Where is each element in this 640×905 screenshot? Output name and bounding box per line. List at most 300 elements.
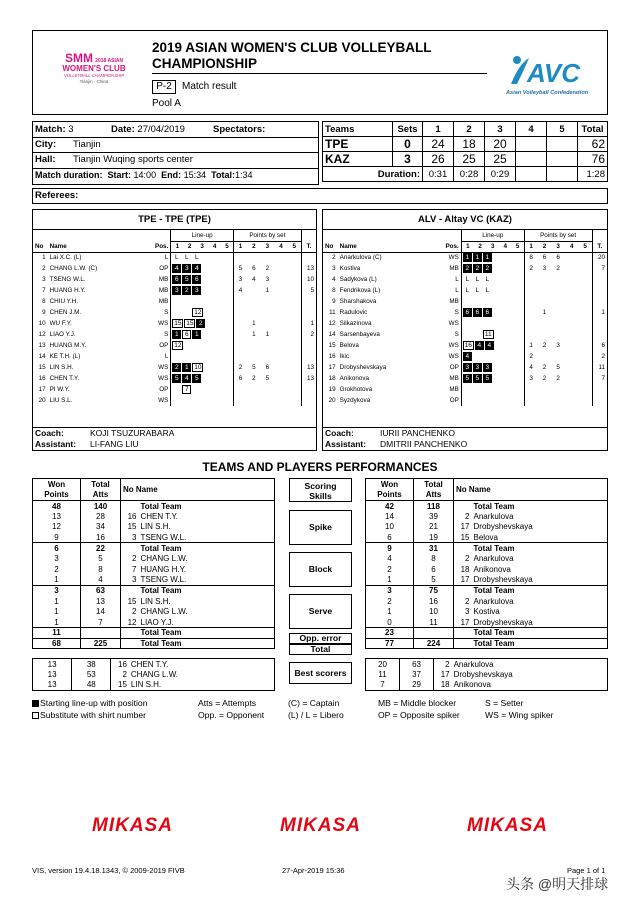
starting-position: 6 [463, 308, 472, 317]
atts-label: Atts [92, 489, 109, 499]
won-points: 0 [387, 617, 392, 627]
lineup-cells [171, 384, 234, 395]
perf-player-name: Total Team [139, 585, 275, 596]
libero-mark [172, 308, 181, 317]
score-cell: 62 [591, 137, 605, 151]
set-points: 1 [524, 340, 538, 351]
player-total: 1 [301, 318, 316, 329]
substitute-number: 10 [194, 364, 202, 371]
perf-row [366, 606, 608, 617]
coach-block [33, 427, 316, 450]
score-cell: 25 [485, 152, 516, 167]
player-total: 6 [592, 340, 607, 351]
set-points [579, 252, 593, 263]
perf-player-name: CHANG L.W. [130, 669, 179, 679]
player-total [592, 329, 607, 340]
player-position: WS [158, 375, 169, 382]
perf-header [366, 479, 608, 501]
lineup-cells [461, 263, 524, 274]
set-points: 6 [233, 373, 247, 384]
score-cell [516, 152, 547, 167]
coach-label: Coach: [325, 428, 354, 438]
set-points: 2 [556, 265, 560, 272]
libero-mark: L [465, 276, 470, 283]
set-points [565, 395, 579, 406]
won-points: 6 [33, 543, 81, 554]
player-number: 8 [332, 287, 336, 294]
set-points [288, 351, 302, 362]
player-name: CHIU Y.H. [49, 298, 79, 305]
player-total [592, 285, 607, 296]
won-points: 68 [33, 638, 81, 649]
title-line-2: CHAMPIONSHIP [152, 56, 258, 71]
total-atts: 63 [81, 585, 121, 596]
won-points: 13 [52, 511, 61, 521]
won-points: 2 [387, 596, 392, 606]
player-name: Anarkulova (C) [339, 254, 382, 262]
player-position: WS [448, 254, 459, 262]
perf-player-name: Belova [473, 532, 498, 542]
end-label: End: [161, 170, 182, 180]
player-number: 20 [38, 397, 46, 404]
set-points [233, 252, 247, 263]
assistant-label: Assistant: [325, 439, 367, 449]
set-points [261, 395, 275, 406]
set-points [247, 252, 261, 263]
set-points [565, 362, 579, 373]
perf-row [33, 575, 275, 586]
perf-row [33, 564, 275, 575]
won-points: 11 [378, 669, 387, 679]
perf-player-number: 16 [111, 659, 129, 670]
perf-player-name: Total Team [473, 501, 515, 511]
lineup-cells [171, 395, 234, 406]
set-points: 2 [524, 351, 538, 362]
player-number: 17 [328, 364, 336, 371]
no-name-head: No Name [454, 479, 608, 501]
lineup-cells [171, 274, 234, 285]
score-cell [547, 137, 578, 152]
perf-player-name: Anikonova [453, 680, 491, 690]
player-number: 9 [42, 309, 46, 316]
set-points [288, 263, 302, 274]
perf-player-number [121, 543, 139, 554]
legend-setter: S = Setter [485, 698, 524, 708]
player-position: L [455, 276, 459, 283]
total-atts: 118 [414, 501, 454, 512]
set-points [538, 351, 552, 362]
set-points: 3 [556, 342, 560, 349]
total-atts: 75 [414, 585, 454, 596]
won-points: 42 [385, 501, 394, 511]
player-total [301, 252, 316, 263]
total-atts: 16 [414, 596, 454, 607]
perf-player-name: LIN S.H. [140, 522, 171, 532]
player-name: PI W.Y. [49, 386, 70, 393]
set-num-head: 2 [252, 243, 256, 250]
set-num-head: 5 [292, 243, 297, 250]
score-cell: 24 [423, 137, 454, 152]
player-position: L [164, 254, 169, 262]
player-name: LIU S.L. [49, 397, 73, 404]
start-label: Start: [107, 170, 132, 180]
no-head: No [325, 242, 334, 250]
total-atts: 19 [414, 532, 454, 543]
starting-position: 4 [192, 264, 201, 273]
set-points [274, 329, 288, 340]
points-head: Points by set [233, 230, 301, 241]
perf-row [33, 617, 275, 628]
starting-position: 4 [463, 352, 472, 361]
set-points: 4 [252, 276, 256, 283]
score-cell [547, 152, 578, 167]
starting-position: 3 [473, 363, 482, 372]
total-atts: 21 [414, 522, 454, 533]
set-points [579, 274, 593, 285]
starting-position: 2 [196, 319, 205, 328]
set-points [524, 296, 538, 307]
player-total: 7 [592, 263, 607, 274]
libero-mark: L [175, 254, 179, 262]
total-time: 1:34 [234, 170, 253, 180]
set-points: 3 [542, 265, 547, 272]
set-points: 8 [524, 252, 538, 263]
perf-row [366, 532, 608, 543]
perf-row [33, 628, 275, 639]
set-points [233, 318, 247, 329]
starting-position: 4 [172, 264, 181, 273]
perf-player-name: Total Team [140, 501, 182, 511]
legend-atts: Atts = Attempts [198, 698, 257, 708]
player-position: MB [449, 265, 459, 272]
lineup-cells [461, 307, 524, 318]
perf-player-number [454, 501, 472, 512]
perf-player-name: LIN S.H. [130, 680, 162, 690]
perf-row [33, 543, 275, 554]
set-points: 4 [524, 362, 538, 373]
starting-position: 1 [182, 363, 191, 372]
perf-player-number [121, 501, 139, 512]
set-points [565, 373, 579, 384]
perf-row [33, 585, 275, 596]
set-points [233, 296, 247, 307]
player-total: 13 [301, 263, 316, 274]
player-position: L [164, 353, 169, 360]
player-number: 11 [329, 309, 336, 316]
perf-row [366, 522, 608, 533]
perf-row [366, 628, 608, 639]
starting-position: 4 [182, 374, 191, 383]
set-points [538, 318, 552, 329]
perf-player-name: Total Team [139, 628, 275, 639]
player-total: 10 [301, 274, 316, 285]
set-points [274, 362, 288, 373]
set-points [261, 252, 275, 263]
sponsor-logo-3: MIKASA [467, 815, 548, 836]
set-points [233, 340, 247, 351]
set-points [538, 329, 552, 340]
set-points [524, 285, 538, 296]
won-points: 1 [387, 575, 392, 585]
legend-op: OP = Opposite spiker [378, 710, 460, 720]
set-points [274, 285, 288, 296]
player-name: Sharshakova [339, 298, 377, 305]
starting-position: 5 [473, 374, 482, 383]
perf-player-number: 12 [121, 617, 139, 628]
player-position: OP [159, 386, 169, 393]
set-points [288, 362, 302, 373]
lineup-cells [171, 329, 234, 340]
starting-position: 2 [463, 264, 472, 273]
set-points [274, 307, 288, 318]
lineup-cells [171, 340, 234, 351]
perf-player-number: 15 [111, 680, 129, 691]
perf-player-name: Kostiva [473, 607, 500, 617]
set-points [565, 318, 579, 329]
skill-spike: Spike [289, 510, 352, 545]
score-head-set4: 4 [516, 122, 547, 137]
player-total [592, 318, 607, 329]
won-points: 77 [366, 638, 414, 649]
player-position: WS [448, 353, 459, 360]
set-points [288, 395, 302, 406]
player-number: 16 [328, 353, 336, 360]
player-head-1 [323, 230, 607, 241]
perf-row [366, 575, 608, 586]
perf-player-name: TSENG W.L. [140, 532, 187, 542]
player-number: 15 [328, 342, 336, 349]
set-duration [516, 167, 547, 182]
player-total: 7 [592, 373, 607, 384]
set-points [565, 307, 579, 318]
set-points [288, 318, 302, 329]
player-head-1 [33, 230, 316, 241]
set-points [565, 384, 579, 395]
set-points [524, 329, 538, 340]
player-row [33, 362, 316, 373]
starting-position: 1 [172, 330, 181, 339]
perf-player-name: Total Team [139, 543, 275, 554]
legend-start: Starting line-up with position [40, 698, 148, 708]
total-head: T. [301, 241, 316, 252]
player-row [323, 274, 607, 285]
won-points: 13 [47, 680, 57, 690]
event-logo [48, 52, 140, 96]
perf-row [366, 659, 608, 670]
set-points: 1 [265, 287, 270, 294]
perf-player-number: 2 [454, 596, 472, 607]
perf-row [33, 511, 275, 522]
total-label: Total [91, 479, 110, 489]
total-atts: 22 [81, 543, 121, 554]
player-number: 14 [38, 353, 46, 360]
total-atts: 48 [72, 680, 111, 691]
points-label: Points [377, 489, 402, 499]
set-points: 1 [542, 309, 547, 316]
set-num-head: 1 [461, 241, 474, 252]
set-points: 2 [252, 375, 256, 382]
starting-position: 6 [192, 275, 201, 284]
title-underline [152, 73, 487, 74]
starting-position: 4 [475, 341, 484, 350]
set-num-head: 1 [524, 241, 538, 252]
set-points [579, 351, 593, 362]
libero-mark: L [485, 276, 490, 283]
starting-position: 3 [463, 363, 472, 372]
assistant-name: DMITRII PANCHENKO [380, 439, 468, 449]
player-row [323, 263, 607, 274]
player-number: 19 [328, 386, 336, 393]
set-num-head: 5 [225, 243, 229, 250]
pool-label: Pool A [152, 98, 181, 109]
total-atts: 8 [81, 564, 121, 575]
player-position: WS [158, 320, 169, 327]
total-atts-head [414, 479, 454, 501]
set-points [579, 362, 593, 373]
set-points [233, 307, 247, 318]
match-date: 27/04/2019 [137, 124, 185, 135]
player-name: LIAO Y.J. [49, 331, 76, 338]
player-name: Sadykova (L) [339, 276, 377, 283]
start-time: 14:00 [133, 170, 157, 180]
player-total [301, 307, 316, 318]
total-head: T. [592, 241, 607, 252]
legend-ws: WS = Wing spiker [485, 710, 554, 720]
lineup-cells [171, 351, 234, 362]
assistant-name: LI-FANG LIU [90, 439, 139, 449]
set-points [565, 329, 579, 340]
set-points [524, 274, 538, 285]
set-points [247, 307, 261, 318]
perf-player-name: Total Team [472, 628, 608, 639]
perf-row [33, 553, 275, 564]
legend-sub-icon [32, 712, 39, 719]
score-head-set2: 2 [454, 122, 485, 137]
set-points: 2 [524, 263, 538, 274]
duration-label: Duration: [323, 167, 423, 182]
set-points [565, 285, 579, 296]
duration-label: Match duration: [35, 170, 103, 180]
skills-column [289, 478, 352, 678]
player-position: MB [449, 298, 459, 305]
player-number: 12 [328, 320, 336, 327]
total-atts: 29 [400, 680, 434, 691]
set-points: 5 [265, 375, 270, 382]
score-row [323, 137, 608, 152]
player-total: 11 [592, 362, 607, 373]
set-points [274, 263, 288, 274]
player-name: Syzdykova [339, 397, 371, 404]
event-logo-line-4: VOLLEYBALL CHAMPIONSHIP [64, 73, 124, 78]
set-points: 6 [556, 254, 560, 262]
won-points: 2 [54, 564, 59, 574]
player-name: Grokhotova [339, 386, 373, 393]
won-points: 3 [33, 585, 81, 596]
city-value: Tianjin [73, 139, 101, 150]
set-points [233, 329, 247, 340]
starting-position: 5 [192, 374, 201, 383]
perf-player-number [121, 628, 139, 639]
perf-player-name: CHANG L.W. [140, 554, 188, 564]
total-atts: 16 [81, 532, 121, 543]
score-head-total: Total [581, 123, 604, 135]
total-atts: 5 [414, 575, 454, 586]
event-logo-line-1: SMM [64, 51, 93, 65]
perf-player-number: 3 [454, 606, 472, 617]
starting-position: 1 [463, 253, 472, 262]
won-points: 7 [380, 680, 385, 690]
perf-row [33, 501, 275, 512]
set-points [565, 340, 579, 351]
score-cell: 20 [485, 137, 516, 152]
player-name: KE T.H. (L) [49, 353, 81, 360]
perf-player-number: 17 [434, 669, 452, 680]
score-head-set1: 1 [423, 122, 454, 137]
set-duration: 0:31 [423, 167, 454, 182]
set-points [551, 351, 565, 362]
perf-row [366, 596, 608, 607]
player-name: Belova [339, 342, 359, 349]
won-points: 10 [385, 522, 394, 532]
lineup-cells [461, 252, 524, 263]
set-points: 6 [252, 265, 256, 272]
team-a-lineup [32, 209, 317, 451]
perf-player-name: Total Team [139, 638, 275, 649]
match-info-box [32, 121, 319, 185]
set-points [274, 318, 288, 329]
player-total [301, 384, 316, 395]
set-duration: 0:28 [454, 167, 485, 182]
player-number: 12 [38, 331, 46, 338]
set-duration [547, 167, 578, 182]
won-points: 4 [387, 554, 392, 564]
lineup-cells [171, 362, 234, 373]
player-position: OP [159, 342, 169, 349]
footer-page: Page 1 of 1 [567, 866, 606, 875]
player-number: 3 [42, 276, 46, 283]
legend [32, 697, 608, 721]
perf-table-a [32, 658, 275, 691]
score-table [322, 121, 608, 182]
substitute-number: 15 [174, 320, 182, 327]
set-num-head: 4 [212, 243, 217, 250]
player-total: 20 [592, 252, 607, 263]
perf-player-number: 17 [454, 522, 472, 533]
avc-logo-text: AVC [527, 58, 580, 88]
footer-version: VIS, version 19.4.18.1343, © 2009-2019 FIVB [32, 866, 185, 875]
player-name: Fendrikova (L) [339, 287, 381, 294]
perf-player-number: 3 [121, 575, 139, 586]
set-points: 5 [556, 364, 560, 371]
set-points [551, 285, 565, 296]
perf-player-number: 15 [121, 522, 139, 533]
player-head-2 [323, 241, 607, 252]
player-name: CHEN T.Y. [49, 375, 80, 382]
total-label: Total: [211, 170, 235, 180]
set-duration: 0:29 [485, 167, 516, 182]
match-number-label: Match: [35, 124, 66, 135]
won-points: 6 [387, 532, 392, 542]
set-points [247, 395, 261, 406]
player-row [323, 384, 607, 395]
perf-player-number: 17 [454, 617, 472, 628]
libero-mark [182, 308, 191, 317]
player-position: MB [158, 298, 169, 305]
score-head-set5: 5 [547, 122, 578, 137]
starting-position: 2 [172, 363, 181, 372]
perf-player-name: Total Team [472, 638, 608, 649]
lineup-cells [461, 395, 524, 406]
